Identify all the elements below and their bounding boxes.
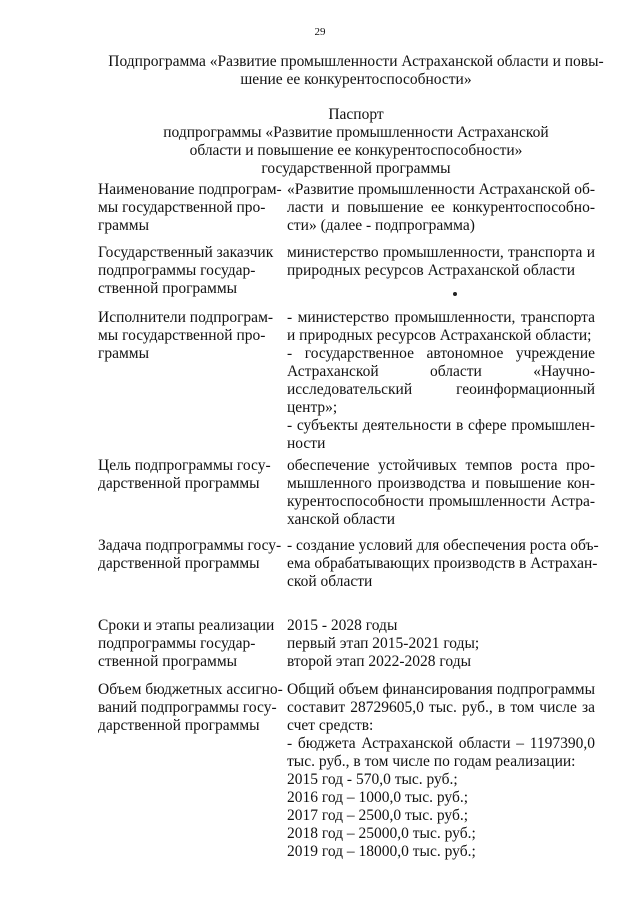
row-value-line: - министерство промышленности, транспорта xyxy=(287,309,595,326)
row-value-line: центр»; xyxy=(287,399,338,416)
row-label-line: ваний подпрограммы госу- xyxy=(98,699,277,716)
passport-line: государственной программы xyxy=(261,160,451,177)
row-label-line: Исполнители подпрограм- xyxy=(98,309,274,326)
row-label xyxy=(98,244,278,298)
row-value-line: ханской области xyxy=(287,511,396,528)
row-label-line: ственной программы xyxy=(98,653,238,670)
row-label-line: ственной программы xyxy=(98,280,238,297)
row-label-line: дарственной программы xyxy=(98,475,260,492)
row-value-line: исследовательский геоинформационный xyxy=(287,381,595,398)
row-value xyxy=(287,309,595,453)
row-label-line: мы государственной про- xyxy=(98,327,266,344)
row-value-line: и природных ресурсов Астраханской области; xyxy=(287,327,592,344)
row-label-line: Сроки и этапы реализации xyxy=(98,617,275,634)
row-value-line: 2017 год – 2500,0 тыс. руб.; xyxy=(287,807,469,824)
row-label-line: Государственный заказчик xyxy=(98,244,274,261)
row-value-line: 2016 год – 1000,0 тыс. руб.; xyxy=(287,789,469,806)
row-value-line: - создание условий для обеспечения роста объ- xyxy=(287,537,599,554)
row-value-line: второй этап 2022-2028 годы xyxy=(287,653,471,670)
row-label-line: мы государственной про- xyxy=(98,199,266,216)
row-value-line: ской области xyxy=(287,573,373,590)
row-label xyxy=(98,537,282,573)
passport-line: подпрограммы «Развитие промышленности Астраханской xyxy=(163,124,549,141)
passport-word: Паспорт xyxy=(328,106,384,123)
row-value-line: - бюджета Астраханской области – 1197390,0 xyxy=(287,735,595,752)
row-label xyxy=(98,309,278,363)
row-value-line: - субъекты деятельности в сфере промышлен- xyxy=(287,417,595,434)
page-number: 29 xyxy=(314,26,326,38)
scan-speck xyxy=(453,292,457,296)
title-line: Подпрограмма «Развитие промышленности Астраханской области и повы- xyxy=(108,53,604,70)
row-label-line: подпрограммы государ- xyxy=(98,262,256,279)
row-value-line: 2015 год - 570,0 тыс. руб.; xyxy=(287,771,458,788)
row-value-line: 2018 год – 25000,0 тыс. руб.; xyxy=(287,825,476,842)
passport-subheading xyxy=(96,124,616,178)
row-value-line: 2019 год – 18000,0 тыс. руб.; xyxy=(287,843,476,860)
row-label-line: дарственной программы xyxy=(98,717,260,734)
row-value xyxy=(287,681,595,861)
title-line: шение ее конкурентоспособности» xyxy=(240,71,472,88)
row-value-line: 2015 - 2028 годы xyxy=(287,617,398,634)
row-value-line: Астраханской области «Научно- xyxy=(287,363,595,380)
row-value-line: мышленного производства и повышение кон- xyxy=(287,475,595,492)
row-label-line: подпрограммы государ- xyxy=(98,635,256,652)
row-value-line: обеспечение устойчивых темпов роста про- xyxy=(287,457,595,474)
row-value xyxy=(287,244,595,280)
row-value-line: составит 28729605,0 тыс. руб., в том числе за xyxy=(287,699,595,716)
row-label-line: граммы xyxy=(98,217,150,234)
row-value-line: - государственное автономное учреждение xyxy=(287,345,595,362)
row-label-line: Наименование подпрограм- xyxy=(98,181,282,198)
row-value-line: счет средств: xyxy=(287,717,374,734)
row-label xyxy=(98,457,278,493)
row-value-line: сти» (далее - подпрограмма) xyxy=(287,217,475,234)
row-value-line: «Развитие промышленности Астраханской об- xyxy=(287,181,595,198)
row-label-line: Цель подпрограммы госу- xyxy=(98,457,271,474)
row-value xyxy=(287,617,595,671)
row-value xyxy=(287,457,595,529)
row-value-line: природных ресурсов Астраханской области xyxy=(287,262,575,279)
row-label-line: Объем бюджетных ассигно- xyxy=(98,681,283,698)
row-value-line: Общий объем финансирования подпрограммы xyxy=(287,681,595,698)
row-value-line: курентоспособности промышленности Астра- xyxy=(287,493,595,510)
row-label-line: граммы xyxy=(98,345,150,362)
row-value-line: ласти и повышение ее конкурентоспособно- xyxy=(287,199,595,216)
row-value-line: министерство промышленности, транспорта и xyxy=(287,244,595,261)
row-label-line: дарственной программы xyxy=(98,555,260,572)
row-value-line: тыс. руб., в том числе по годам реализации: xyxy=(287,753,576,770)
row-value-line: ема обрабатывающих производств в Астрахан- xyxy=(287,555,598,572)
row-label-line: Задача подпрограммы госу- xyxy=(98,537,282,554)
row-value xyxy=(287,537,599,591)
row-value xyxy=(287,181,595,235)
passport-line: области и повышение ее конкурентоспособности» xyxy=(189,142,523,159)
row-label xyxy=(98,181,282,235)
row-value-line: ности xyxy=(287,435,326,452)
row-value-line: первый этап 2015-2021 годы; xyxy=(287,635,480,652)
row-label xyxy=(98,617,278,671)
subprogram-title xyxy=(96,53,616,89)
passport-heading xyxy=(96,106,616,124)
row-label xyxy=(98,681,283,735)
